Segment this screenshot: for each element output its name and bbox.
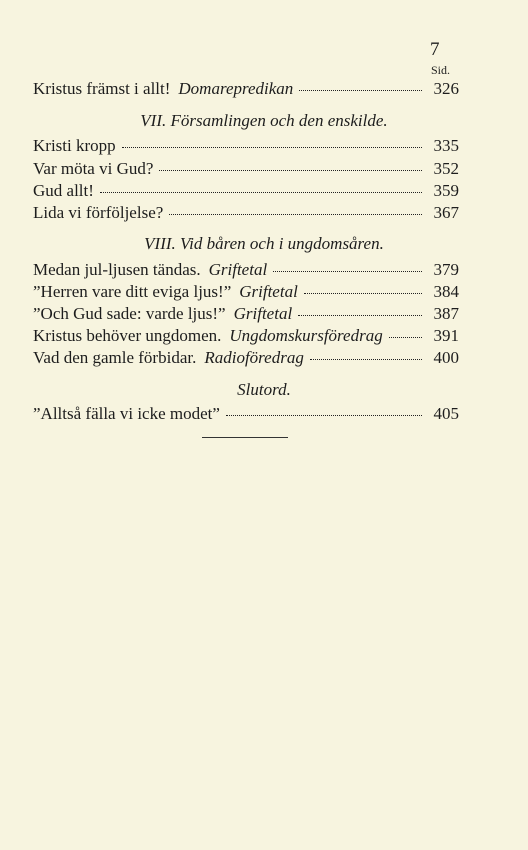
entry-title: Kristi kropp — [33, 136, 116, 155]
entry-page-number: 359 — [433, 181, 459, 200]
entry-page-number: 326 — [433, 79, 459, 98]
entry-page-number: 384 — [433, 282, 459, 301]
dot-leader — [298, 315, 422, 316]
dot-leader — [100, 192, 422, 193]
entry-title: ”Herren vare ditt eviga ljus!” — [33, 282, 232, 301]
entry-page-number: 379 — [433, 260, 459, 279]
entry-page-number: 335 — [433, 136, 459, 155]
toc-entry-kristus-framst — [33, 79, 459, 101]
entry-page-number: 405 — [433, 404, 459, 423]
section-heading-vii: VII. Församlingen och den enskilde. — [140, 111, 388, 130]
page-number: 7 — [430, 39, 440, 60]
toc-entry-vad-den-gamle — [33, 348, 459, 370]
dot-leader — [122, 147, 422, 148]
toc-entry-herren-vare — [33, 282, 459, 304]
dot-leader — [169, 214, 422, 215]
dot-leader — [299, 90, 422, 91]
entry-page-number: 352 — [433, 159, 459, 178]
dot-leader — [389, 337, 422, 338]
dot-leader — [226, 415, 422, 416]
toc-entry-allta-falla — [33, 404, 459, 426]
entry-title: Medan jul-ljusen tändas. — [33, 260, 201, 279]
entry-title: Var möta vi Gud? — [33, 159, 154, 178]
entry-title: Lida vi förföljelse? — [33, 203, 164, 222]
closing-rule — [202, 437, 288, 438]
toc-entry-var-mota-vi-gud — [33, 159, 459, 181]
entry-title: Gud allt! — [33, 181, 94, 200]
toc-entry-kristus-behover — [33, 326, 459, 348]
toc-entry-gud-allt — [33, 181, 459, 203]
toc-entry-lida-vi-forfoljelse — [33, 203, 459, 225]
toc-entry-medan-jul-ljusen — [33, 260, 459, 282]
dot-leader — [310, 359, 422, 360]
entry-page-number: 400 — [433, 348, 459, 367]
entry-subtitle: Radioföredrag — [204, 348, 304, 367]
entry-title: ”Och Gud sade: varde ljus!” — [33, 304, 226, 323]
entry-page-number: 391 — [433, 326, 459, 345]
entry-title: Kristus främst i allt! — [33, 79, 171, 98]
entry-subtitle: Griftetal — [239, 282, 298, 301]
entry-title: Vad den gamle förbidar. — [33, 348, 197, 367]
dot-leader — [304, 293, 422, 294]
entry-title: ”Alltså fälla vi icke modet” — [33, 404, 220, 423]
entry-page-number: 387 — [433, 304, 459, 323]
section-heading-slutord: Slutord. — [237, 380, 291, 399]
entry-subtitle: Domarepredikan — [178, 79, 294, 98]
sid-column-label: Sid. — [431, 63, 451, 77]
dot-leader — [273, 271, 422, 272]
entry-subtitle: Griftetal — [208, 260, 268, 279]
section-heading-viii: VIII. Vid båren och i ungdomsåren. — [144, 234, 384, 253]
entry-subtitle: Ungdomskursföredrag — [229, 326, 383, 345]
entry-subtitle: Griftetal — [233, 304, 293, 323]
entry-page-number: 367 — [433, 203, 459, 222]
toc-entry-och-gud-sade — [33, 304, 459, 326]
dot-leader — [159, 170, 422, 171]
entry-title: Kristus behöver ungdomen. — [33, 326, 222, 345]
toc-entry-kristi-kropp — [33, 136, 459, 158]
